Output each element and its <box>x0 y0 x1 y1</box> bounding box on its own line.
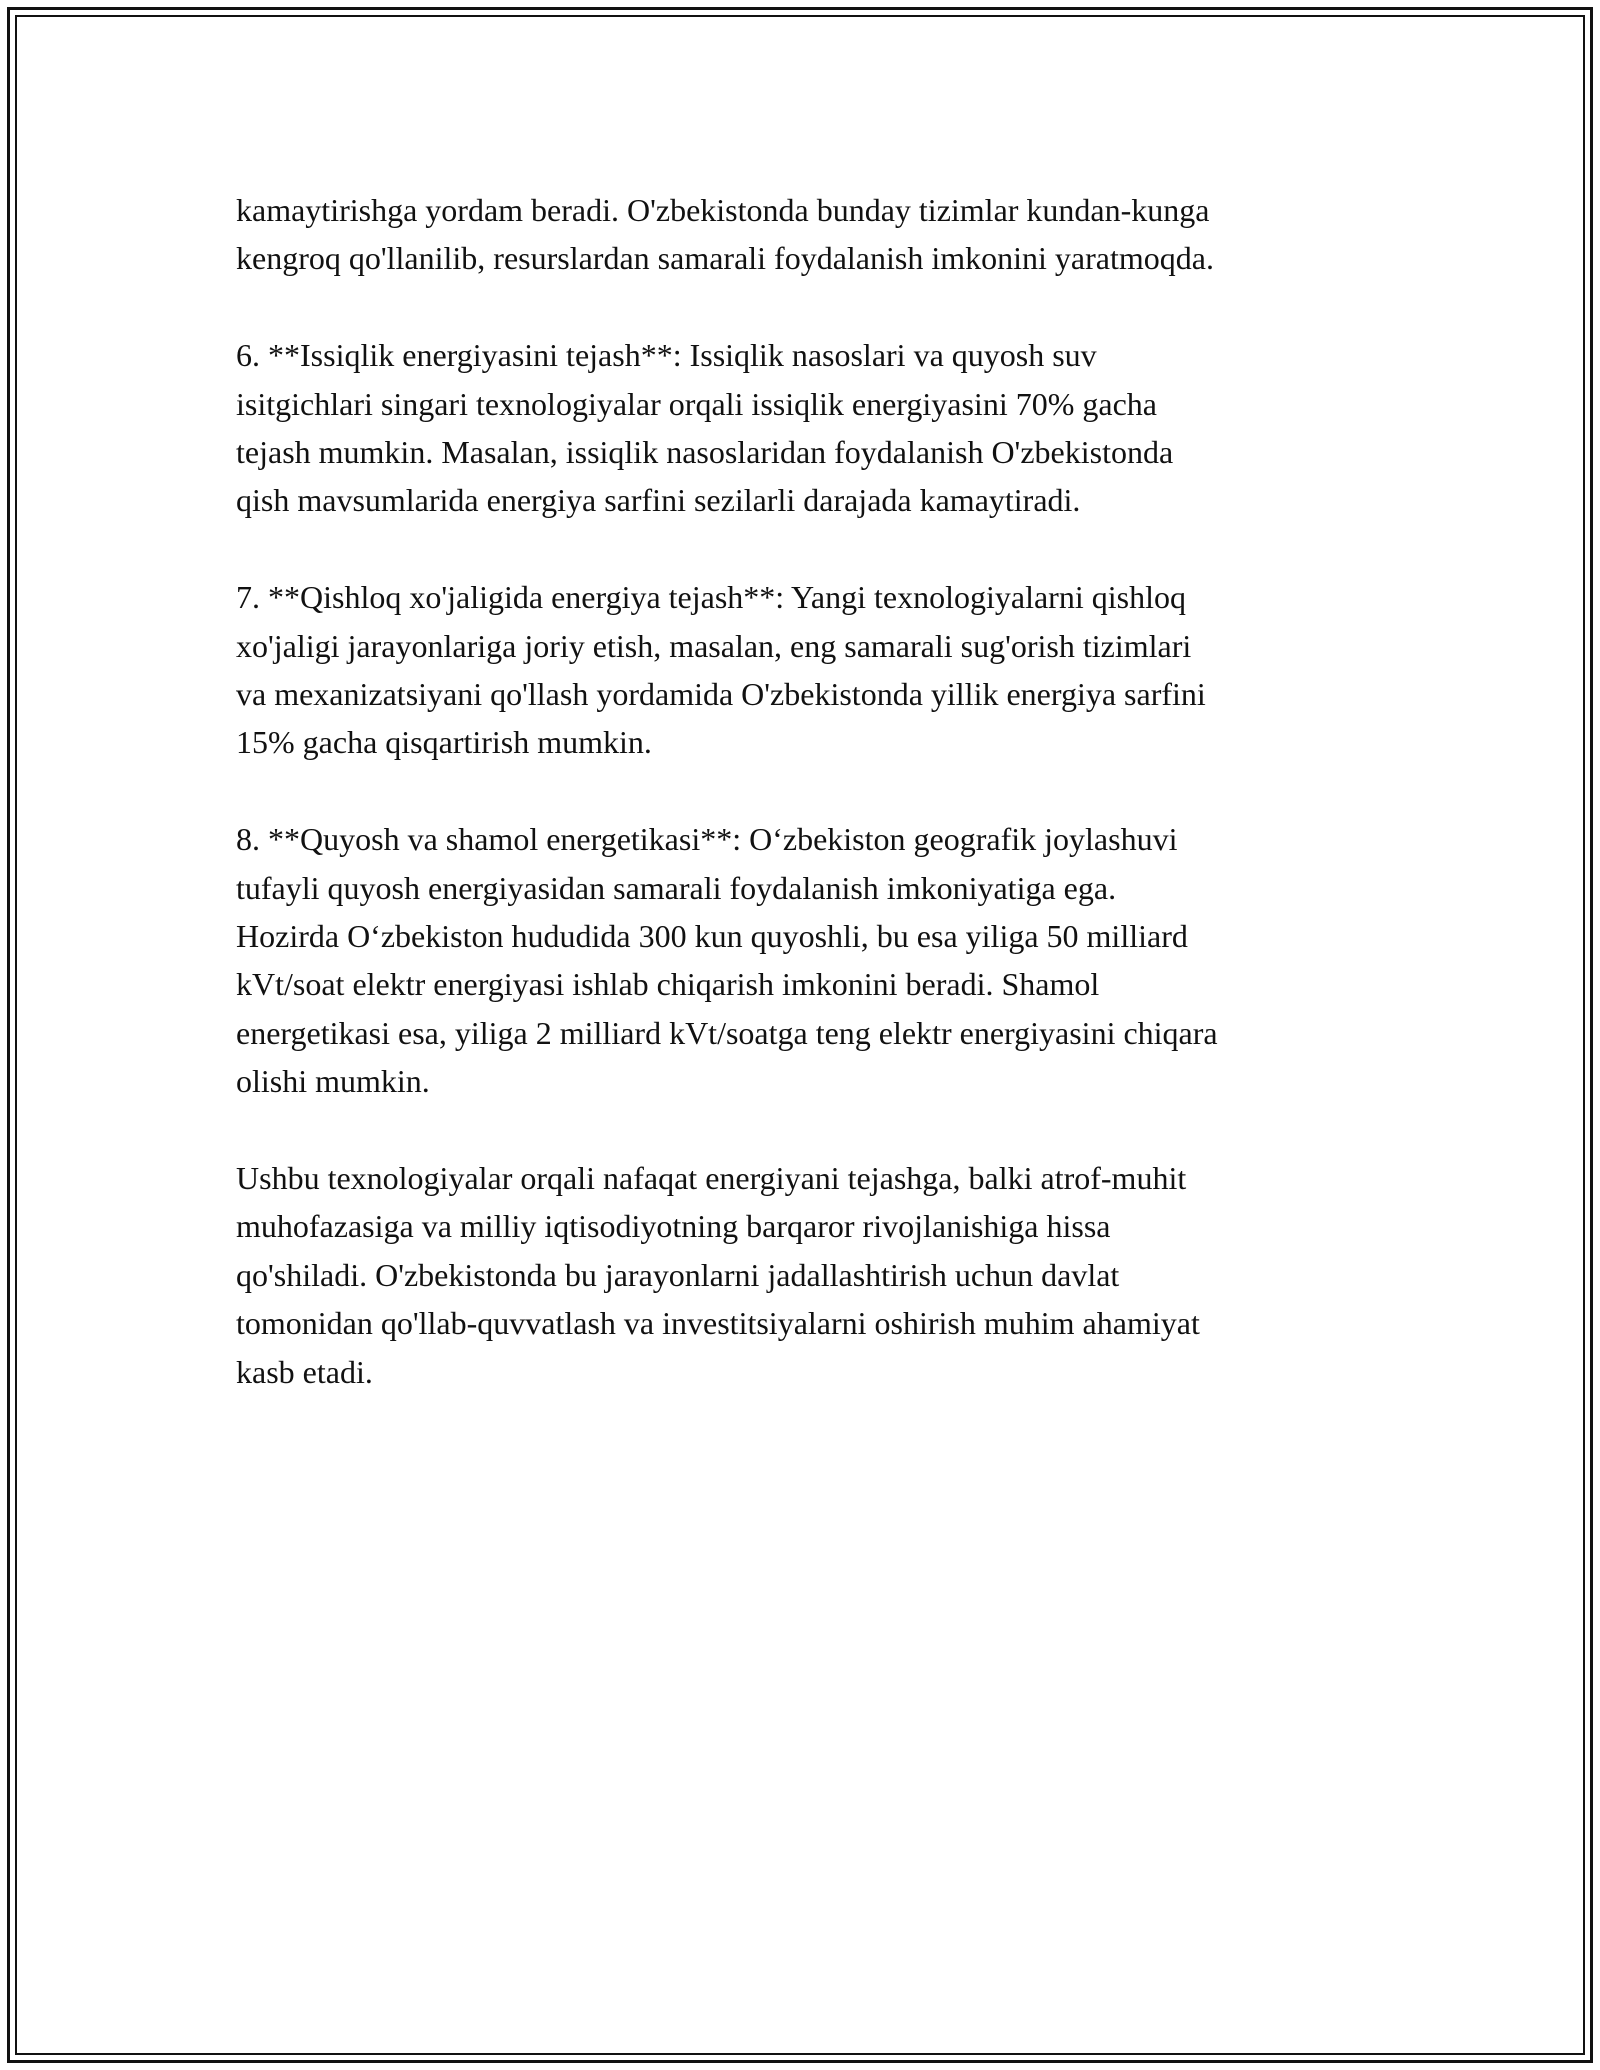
paragraph-item-7: 7. **Qishloq xo'jaligida energiya tejash**: Yangi texnologiyalarni qishloq xo'jaligi jarayonlariga joriy etish, masalan, eng samarali sug'orish tizimlari va mexanizatsiyani qo'llash yordamida O'zbekistonda yillik energiya sarfini 15% gacha qisqartirish mumkin. <box>236 579 1206 761</box>
paragraph-conclusion: Ushbu texnologiyalar orqali nafaqat energiyani tejashga, balki atrof-muhit muhofazasiga va milliy iqtisodiyotning barqaror rivojlanishiga hissa qo'shiladi. O'zbekistonda bu jarayonlarni jadallashtirish uchun davlat tomonidan qo'llab-quvvatlash va investitsiyalarni oshirish muhim ahamiyat kasb etadi. <box>236 1160 1200 1390</box>
paragraph-item-8: 8. **Quyosh va shamol energetikasi**: O‘zbekiston geografik joylashuvi tufayli quyosh energiyasidan samarali foydalanish imkoniyatiga ega. Hozirda O‘zbekiston hududida 300 kun quyoshli, bu esa yiliga 50 milliard kVt/soat elektr energiyasi ishlab chiqarish imkonini beradi. Shamol energetikasi esa, yiliga 2 milliard kVt/soatga teng elektr energiyasini chiqara olishi mumkin. <box>236 821 1218 1100</box>
document-body <box>236 186 1386 1444</box>
paragraph-item-6: 6. **Issiqlik energiyasini tejash**: Issiqlik nasoslari va quyosh suv isitgichlari singari texnologiyalar orqali issiqlik energiyasini 70% gacha tejash mumkin. Masalan, issiqlik nasoslaridan foydalanish O'zbekistonda qish mavsumlarida energiya sarfini sezilarli darajada kamaytiradi. <box>236 337 1174 519</box>
paragraph-intro-continuation: kamaytirishga yordam beradi. O'zbekistonda bunday tizimlar kundan-kunga kengroq qo'llanilib, resurslardan samarali foydalanish imkonini yaratmoqda. <box>236 192 1214 277</box>
